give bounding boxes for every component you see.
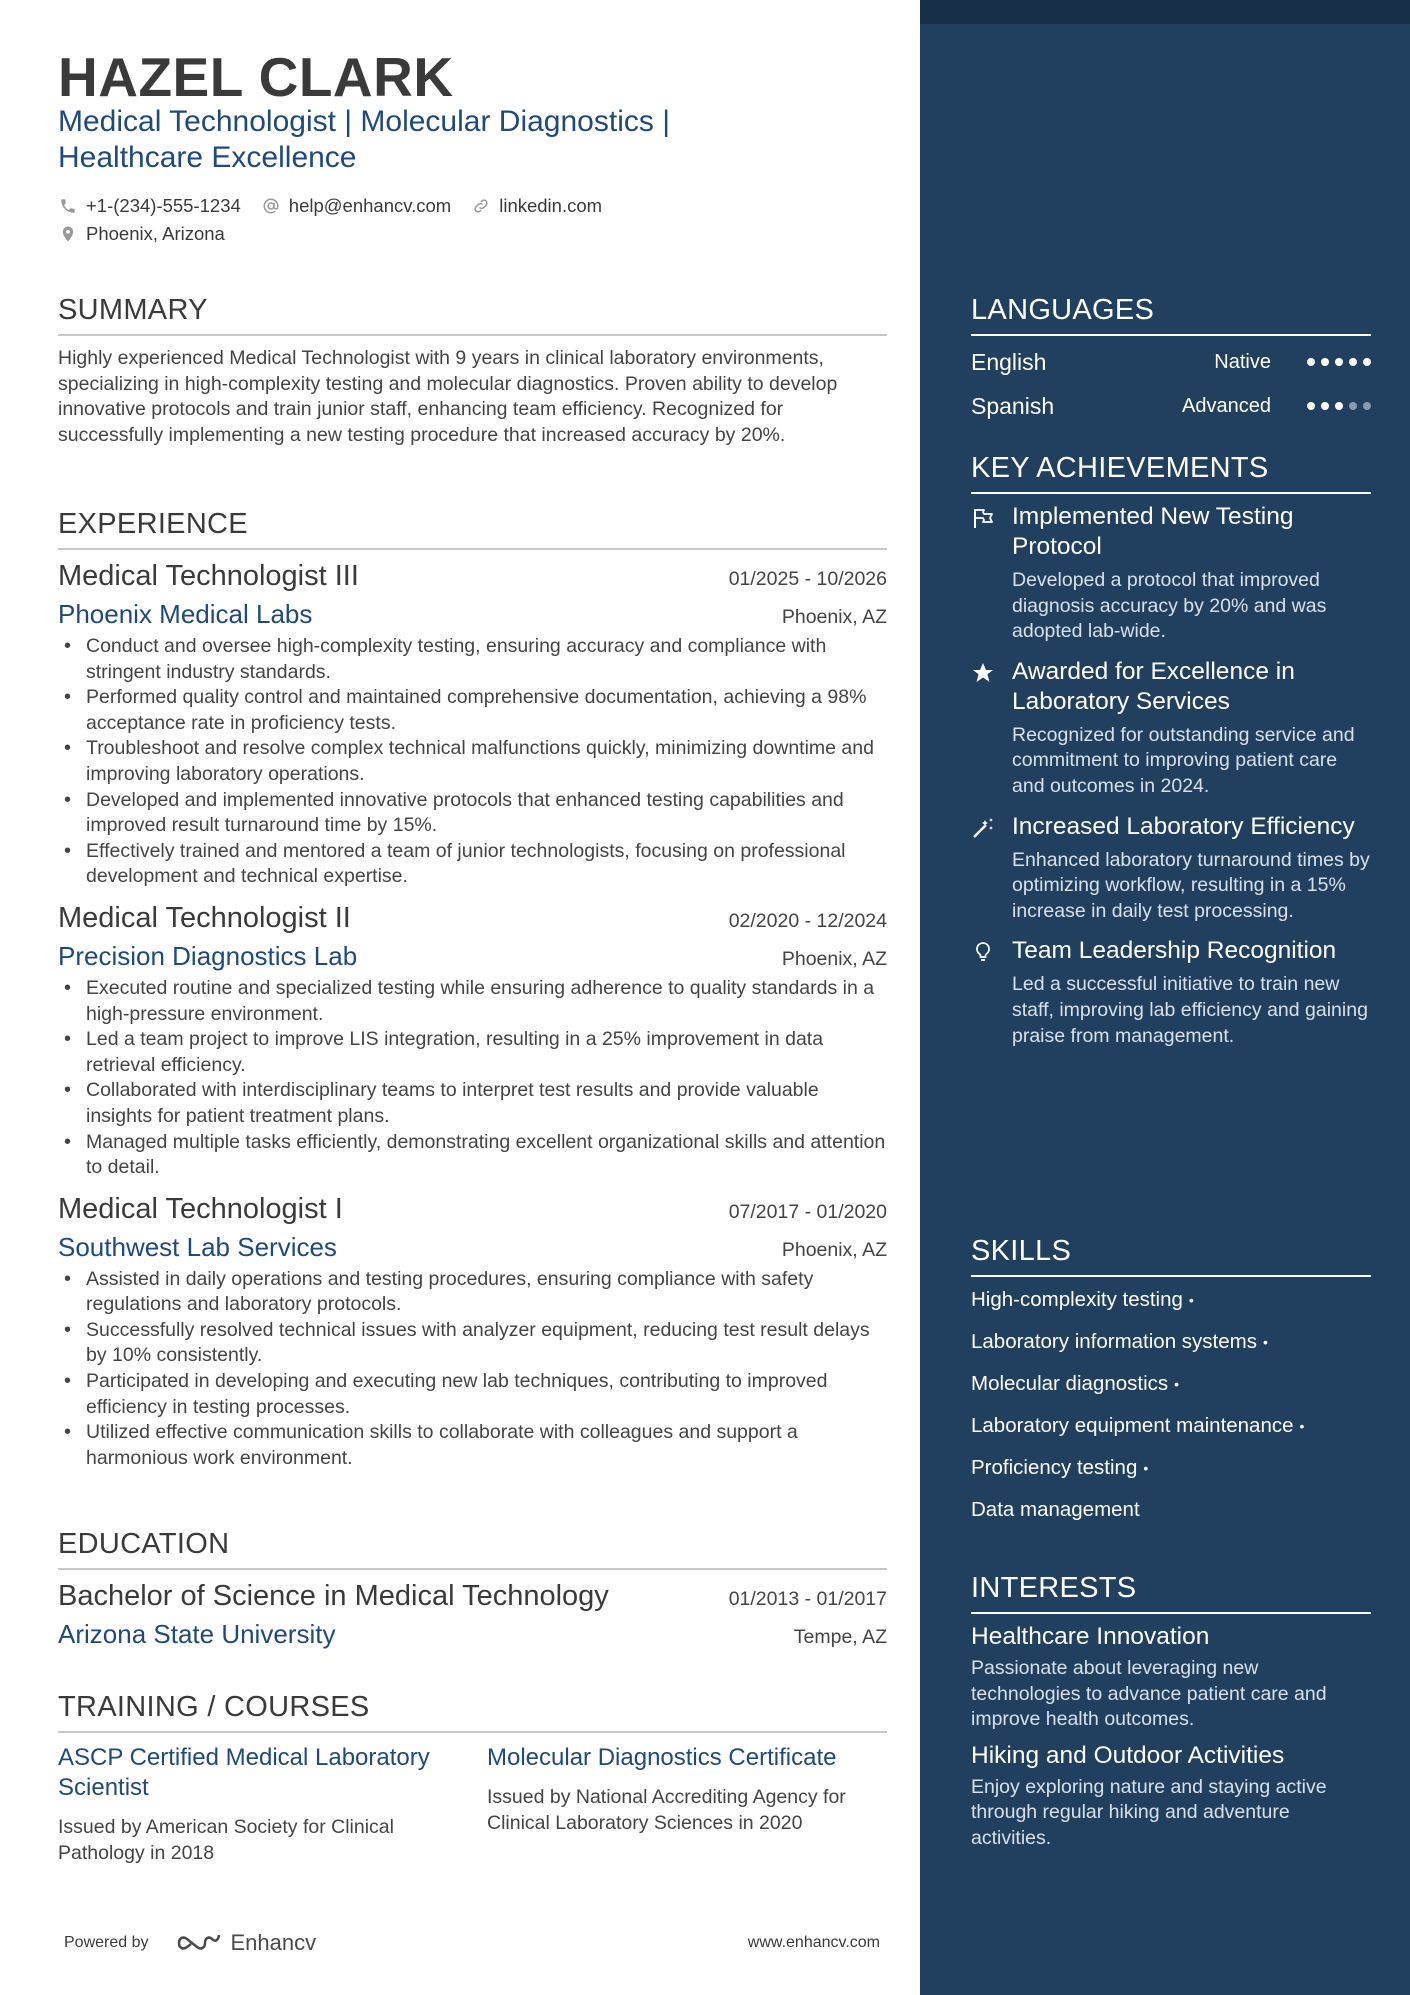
achievement-item xyxy=(971,657,1371,800)
section-title: EXPERIENCE xyxy=(58,506,887,550)
training-desc: Issued by American Society for Clinical Pathology in 2018 xyxy=(58,1816,394,1864)
skill-separator: • xyxy=(1174,1376,1180,1392)
achievement-title: Increased Laboratory Efficiency xyxy=(1012,812,1355,840)
interest-desc: Passionate about leveraging new technologies to advance patient care and improve health outcomes. xyxy=(971,1657,1327,1731)
achievement-desc: Recognized for outstanding service and commitment to improving patient care and outcomes in 2024. xyxy=(1012,723,1355,797)
training-title: Molecular Diagnostics Certificate xyxy=(487,1744,837,1771)
skill-item xyxy=(971,1489,1371,1531)
bullet-item: • Assisted in daily operations and testing procedures, ensuring compliance with safety regulations and laboratory protocols. xyxy=(58,1267,887,1318)
section-title: EDUCATION xyxy=(58,1526,887,1570)
job-bullets xyxy=(58,976,887,1181)
training-item xyxy=(58,1743,458,1866)
flag-icon xyxy=(971,506,995,530)
resume-sidebar xyxy=(920,0,1410,1995)
star-icon xyxy=(971,661,995,685)
job-location: Phoenix, AZ xyxy=(781,947,887,970)
job-bullets xyxy=(58,634,887,890)
rating-dot-filled xyxy=(1335,402,1343,410)
job-title: Medical Technologist I xyxy=(58,1192,343,1225)
brand-name: Enhancv xyxy=(230,1930,317,1955)
skill-item xyxy=(971,1405,1371,1447)
job-dates: 02/2020 - 12/2024 xyxy=(728,909,887,932)
company-name: Precision Diagnostics Lab xyxy=(58,940,358,971)
job-bullets xyxy=(58,1267,887,1472)
training-item xyxy=(487,1743,887,1866)
phone-text: +1-(234)-555-1234 xyxy=(86,195,241,216)
achievement-desc: Enhanced laboratory turnaround times by optimizing workflow, resulting in a 15% increase in daily test processing. xyxy=(1012,848,1370,922)
bullet-item: • Successfully resolved technical issues with analyzer equipment, reducing test result delays by 10% consistently. xyxy=(58,1318,887,1369)
section-title: KEY ACHIEVEMENTS xyxy=(971,450,1371,494)
language-level: Advanced xyxy=(1182,394,1271,417)
training-title: ASCP Certified Medical Laboratory Scientist xyxy=(58,1744,430,1801)
achievement-desc: Developed a protocol that improved diagnosis accuracy by 20% and was adopted lab-wide. xyxy=(1012,569,1327,643)
bullet-item: • Collaborated with interdisciplinary teams to interpret test results and provide valuable insights for patient treatment plans. xyxy=(58,1078,887,1129)
skill-label: Data management xyxy=(971,1498,1140,1521)
interest-desc: Enjoy exploring nature and staying active through regular hiking and adventure activities. xyxy=(971,1775,1327,1849)
skill-separator: • xyxy=(1143,1460,1149,1476)
skill-item xyxy=(971,1321,1371,1363)
footer-url[interactable]: www.enhancv.com xyxy=(747,1934,880,1951)
headline-line: Medical Technologist | Molecular Diagnostics | xyxy=(58,105,670,138)
enhancv-logo-icon xyxy=(175,1931,223,1955)
language-item xyxy=(971,384,1371,428)
achievement-title: Implemented New Testing Protocol xyxy=(1012,503,1294,560)
phone-contact[interactable] xyxy=(58,195,241,217)
rating-dot-filled xyxy=(1335,358,1343,366)
email-text: help@enhancv.com xyxy=(288,195,452,216)
rating-dot-filled xyxy=(1321,358,1329,366)
lightbulb-icon xyxy=(971,940,995,964)
language-rating xyxy=(1301,358,1371,366)
rating-dot-empty xyxy=(1363,402,1371,410)
bullet-item: • Utilized effective communication skills to collaborate with colleagues and support a harmonious work environment. xyxy=(58,1420,887,1471)
language-item xyxy=(971,340,1371,384)
bullet-item: • Participated in developing and executing new lab techniques, contributing to improved efficiency in testing processes. xyxy=(58,1369,887,1420)
bullet-item: • Executed routine and specialized testing while ensuring adherence to quality standards in a high-pressure environment. xyxy=(58,976,887,1027)
location-pin-icon xyxy=(58,224,78,244)
degree: Bachelor of Science in Medical Technology xyxy=(58,1580,609,1612)
brand-logo[interactable] xyxy=(175,1930,317,1956)
section-title: SKILLS xyxy=(971,1233,1371,1277)
link-icon xyxy=(471,196,491,216)
school-name: Arizona State University xyxy=(58,1619,336,1649)
headline xyxy=(58,104,758,176)
bullet-item: • Led a team project to improve LIS integration, resulting in a 25% improvement in data retrieval efficiency. xyxy=(58,1027,887,1078)
training-section xyxy=(58,1689,887,1866)
language-name: Spanish xyxy=(971,392,1055,419)
job-entry xyxy=(58,558,887,890)
education-dates: 01/2013 - 01/2017 xyxy=(728,1588,887,1610)
language-level: Native xyxy=(1214,350,1271,373)
section-title: LANGUAGES xyxy=(971,292,1371,336)
job-entry xyxy=(58,1191,887,1472)
candidate-name: HAZEL CLARK xyxy=(58,46,454,108)
skill-label: Laboratory equipment maintenance xyxy=(971,1414,1294,1437)
skill-item xyxy=(971,1363,1371,1405)
bullet-item: • Managed multiple tasks efficiently, demonstrating excellent organizational skills and attention to detail. xyxy=(58,1130,887,1181)
skill-label: Laboratory information systems xyxy=(971,1330,1257,1353)
rating-dot-filled xyxy=(1363,358,1371,366)
bullet-item: • Conduct and oversee high-complexity testing, ensuring accuracy and compliance with stringent industry standards. xyxy=(58,634,887,685)
section-title: INTERESTS xyxy=(971,1570,1371,1614)
skill-item xyxy=(971,1447,1371,1489)
experience-section xyxy=(58,506,887,1471)
interests-section xyxy=(971,1570,1371,1852)
skill-label: Molecular diagnostics xyxy=(971,1372,1169,1395)
job-location: Phoenix, AZ xyxy=(781,1238,887,1261)
rating-dot-filled xyxy=(1321,402,1329,410)
location-text: Phoenix, Arizona xyxy=(86,223,225,244)
achievement-title: Team Leadership Recognition xyxy=(1012,937,1337,965)
job-dates: 01/2025 - 10/2026 xyxy=(728,568,887,590)
company-name: Southwest Lab Services xyxy=(58,1231,337,1262)
languages-section xyxy=(971,292,1371,428)
interest-title: Healthcare Innovation xyxy=(971,1623,1210,1650)
email-contact[interactable] xyxy=(261,195,451,217)
phone-icon xyxy=(58,196,78,216)
company-name: Phoenix Medical Labs xyxy=(58,599,313,629)
linkedin-text: linkedin.com xyxy=(499,195,603,216)
rating-dot-filled xyxy=(1349,358,1357,366)
training-desc: Issued by National Accrediting Agency for Clinical Laboratory Sciences in 2020 xyxy=(487,1786,846,1834)
interest-item xyxy=(971,1741,1371,1852)
interest-item xyxy=(971,1622,1371,1733)
rating-dot-filled xyxy=(1307,402,1315,410)
bullet-item: • Effectively trained and mentored a team of junior technologists, focusing on professional development and technical expertise. xyxy=(58,839,887,890)
section-title: SUMMARY xyxy=(58,292,887,336)
location-contact xyxy=(58,223,225,245)
skills-section xyxy=(971,1233,1371,1531)
job-location: Phoenix, AZ xyxy=(781,606,887,628)
job-title: Medical Technologist III xyxy=(58,560,359,592)
skill-label: Proficiency testing xyxy=(971,1456,1138,1479)
skill-separator: • xyxy=(1188,1292,1194,1308)
bullet-item: • Troubleshoot and resolve complex technical malfunctions quickly, minimizing downtime and improving laboratory operations. xyxy=(58,736,887,787)
job-title: Medical Technologist II xyxy=(58,901,351,934)
skill-separator: • xyxy=(1262,1334,1268,1350)
job-entry xyxy=(58,900,887,1181)
rating-dot-filled xyxy=(1307,358,1315,366)
sidebar-top-band xyxy=(920,0,1410,24)
achievement-desc: Led a successful initiative to train new staff, improving lab efficiency and gaining praise from management. xyxy=(1012,973,1368,1047)
footer xyxy=(64,1930,880,1956)
achievement-item xyxy=(971,502,1371,645)
achievement-item xyxy=(971,936,1371,1049)
linkedin-contact[interactable] xyxy=(471,195,602,217)
language-rating xyxy=(1301,402,1371,410)
achievement-item xyxy=(971,812,1371,925)
achievement-title: Awarded for Excellence in Laboratory Services xyxy=(1012,657,1295,715)
magic-wand-icon xyxy=(971,816,995,840)
education-section xyxy=(58,1526,887,1650)
at-icon xyxy=(261,196,281,216)
interest-title: Hiking and Outdoor Activities xyxy=(971,1741,1285,1769)
education-location: Tempe, AZ xyxy=(793,1626,887,1648)
job-dates: 07/2017 - 01/2020 xyxy=(728,1200,887,1223)
bullet-item: • Developed and implemented innovative protocols that enhanced testing capabilities and improved result turnaround time by 15%. xyxy=(58,788,887,839)
language-name: English xyxy=(971,348,1047,375)
headline-line: Healthcare Excellence xyxy=(58,141,357,174)
contact-info xyxy=(58,192,878,248)
skill-label: High-complexity testing xyxy=(971,1288,1183,1311)
bullet-item: • Performed quality control and maintained comprehensive documentation, achieving a 98% acceptance rate in proficiency tests. xyxy=(58,685,887,736)
section-title: TRAINING / COURSES xyxy=(58,1689,887,1733)
summary-section xyxy=(58,292,887,448)
skill-item xyxy=(971,1279,1371,1321)
powered-by xyxy=(64,1930,316,1956)
rating-dot-empty xyxy=(1349,402,1357,410)
powered-by-label: Powered by xyxy=(64,1934,149,1951)
achievements-section xyxy=(971,450,1371,1049)
education-entry xyxy=(58,1578,887,1650)
skill-separator: • xyxy=(1299,1418,1305,1434)
summary-text: Highly experienced Medical Technologist with 9 years in clinical laboratory environments, specializing in high-complexity testing and molecular diagnostics. Proven ability to develop innovative protocols and train junior staff, enhancing team efficiency. Recognized for successfully implementing a new testing procedure that increased accuracy by 20%. xyxy=(58,347,838,446)
